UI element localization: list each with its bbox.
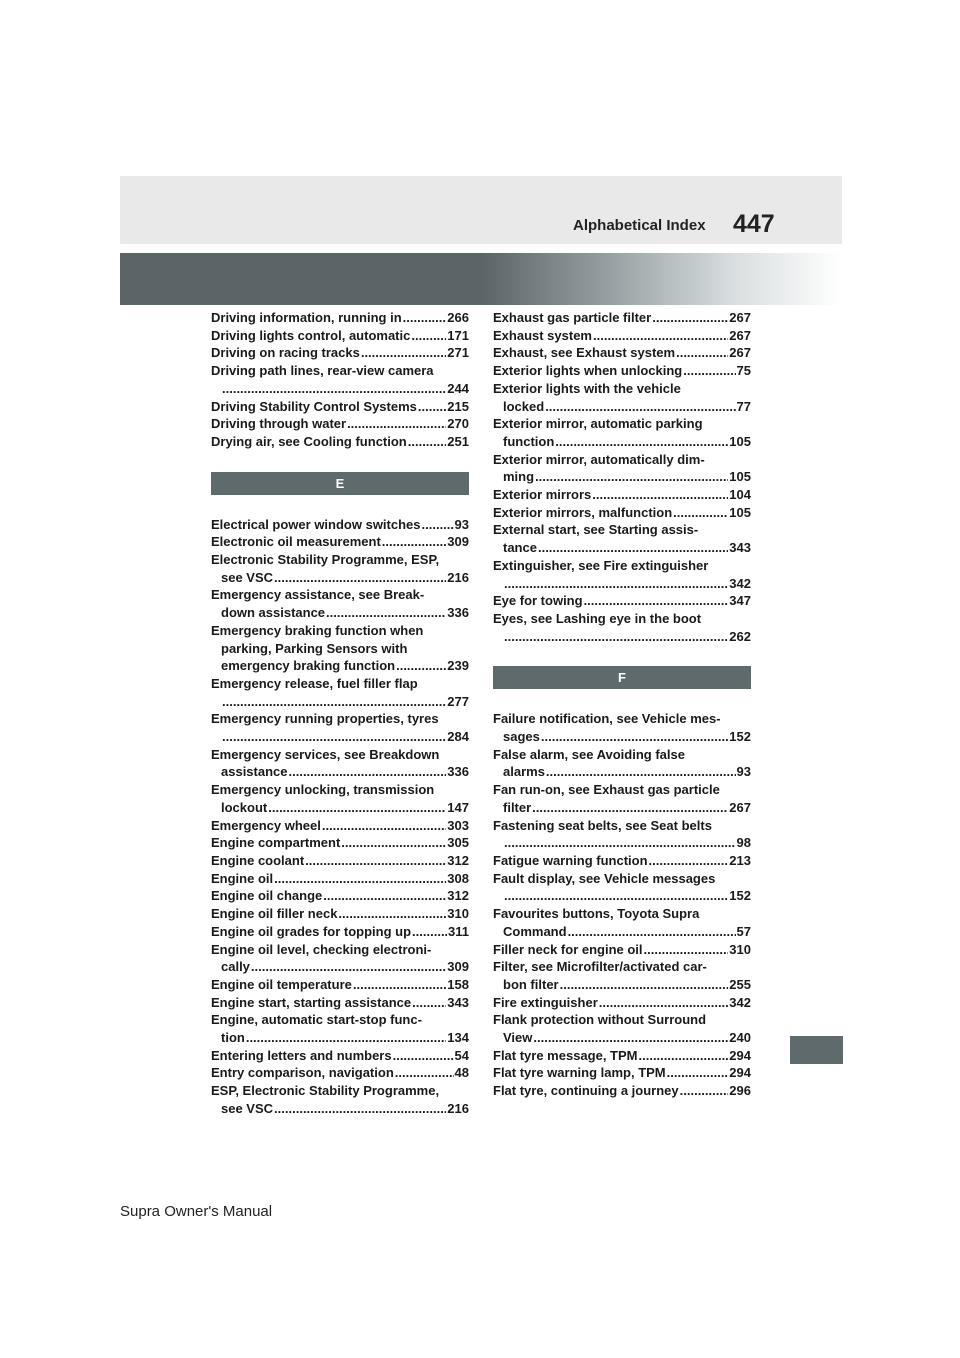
dot-leader (246, 1029, 446, 1047)
dot-leader (326, 604, 446, 622)
index-entry (493, 781, 751, 816)
entry-text: Flat tyre message, TPM (493, 1047, 638, 1063)
dot-leader (593, 327, 728, 345)
entry-text: Flat tyre warning lamp, TPM (493, 1065, 666, 1081)
dot-leader (411, 327, 446, 345)
entry-page-number: 347 (729, 593, 751, 609)
entry-page-number: 152 (729, 888, 751, 904)
entry-page-number: 240 (729, 1030, 751, 1046)
index-entry (211, 362, 469, 397)
entry-text: Engine oil grades for topping up (211, 923, 412, 939)
index-entry (493, 1064, 751, 1082)
dot-leader (382, 533, 447, 551)
entry-list (493, 309, 751, 645)
entry-text: Entering letters and numbers (211, 1047, 392, 1063)
entry-text: Exhaust gas particle filter (493, 310, 652, 325)
index-entry (493, 557, 751, 592)
dot-leader (683, 362, 735, 380)
entry-text: False alarm, see Avoiding false (493, 746, 685, 762)
entry-text: Exterior mirrors, malfunction (493, 504, 673, 520)
entry-page-number: 216 (447, 1100, 469, 1116)
entry-text: Engine oil (211, 870, 274, 886)
index-entry (493, 870, 751, 905)
entry-list (493, 710, 751, 1099)
index-entry (211, 834, 469, 852)
dot-leader (592, 486, 728, 504)
entry-text: Emergency release, fuel filler flap (211, 675, 418, 691)
dot-leader (639, 1047, 729, 1065)
entry-text: Drying air, see Cooling function (211, 433, 407, 449)
entry-page-number: 294 (729, 1047, 751, 1063)
index-entry (211, 622, 469, 675)
entry-page-number: 309 (447, 959, 469, 975)
index-entry (211, 586, 469, 621)
entry-text: Emergency unlocking, transmission (211, 782, 435, 798)
dot-leader (644, 941, 729, 959)
entry-page-number: 266 (447, 310, 469, 325)
entry-page-number: 255 (729, 976, 751, 992)
entry-page-number: 305 (447, 835, 469, 851)
index-entry (211, 415, 469, 433)
entry-page-number: 75 (736, 363, 751, 379)
entry-page-number: 303 (447, 817, 469, 833)
entry-text: Failure notification, see Vehicle mes- (493, 711, 721, 727)
index-entry (493, 309, 751, 327)
entry-text: sages (503, 729, 540, 745)
index-entry (493, 592, 751, 610)
entry-page-number: 342 (729, 994, 751, 1010)
entry-text: Flank protection without Surround (493, 1012, 707, 1028)
entry-page-number: 171 (447, 327, 469, 343)
index-entry (493, 905, 751, 940)
index-entry (211, 905, 469, 923)
entry-page-number: 105 (729, 433, 751, 449)
index-entry (211, 516, 469, 534)
dot-leader (541, 728, 728, 746)
entry-text: Fault display, see Vehicle messages (493, 870, 716, 886)
entry-text: Driving Stability Control Systems (211, 398, 417, 414)
entry-page-number: 93 (736, 764, 751, 780)
index-entry (211, 746, 469, 781)
index-entry (211, 994, 469, 1012)
entry-text: bon filter (503, 976, 559, 992)
entry-text: Exterior mirror, automatic parking (493, 416, 703, 432)
index-entry (211, 309, 469, 327)
dot-leader (347, 415, 446, 433)
entry-page-number: 296 (729, 1083, 751, 1099)
entry-text: Command (503, 923, 567, 939)
entry-text: Engine compartment (211, 835, 341, 851)
index-entry (493, 746, 751, 781)
entry-text: Exterior mirrors (493, 487, 592, 503)
index-entry (211, 887, 469, 905)
entry-text: External start, see Starting assis- (493, 522, 699, 538)
dot-leader (395, 1064, 454, 1082)
index-entry (211, 533, 469, 551)
section-header-e: E (211, 472, 469, 495)
entry-page-number: 134 (447, 1030, 469, 1046)
dot-leader (555, 433, 728, 451)
entry-page-number: 244 (447, 380, 469, 396)
entry-text: emergency braking function (221, 658, 396, 674)
entry-text: Fastening seat belts, see Seat belts (493, 817, 712, 833)
index-entry (211, 817, 469, 835)
dot-leader (680, 1082, 729, 1100)
entry-text: Electronic Stability Programme, ESP, (211, 552, 440, 568)
dot-leader (393, 1047, 454, 1065)
entry-text: Favourites buttons, Toyota Supra (493, 906, 700, 922)
entry-text: cally (221, 959, 250, 975)
page-title: Alphabetical Index (573, 217, 706, 234)
entry-page-number: 77 (736, 398, 751, 414)
entry-text: Eye for towing (493, 593, 583, 609)
entry-text: Eyes, see Lashing eye in the boot (493, 610, 702, 626)
index-entry (493, 451, 751, 486)
entry-text: filter (503, 799, 532, 815)
index-entry (211, 923, 469, 941)
index-entry (493, 852, 751, 870)
index-entry (211, 344, 469, 362)
entry-page-number: 312 (447, 888, 469, 904)
dot-leader (568, 923, 736, 941)
entry-text: Engine coolant (211, 852, 305, 868)
index-entry (493, 486, 751, 504)
entry-page-number: 343 (729, 540, 751, 556)
entry-page-number: 309 (447, 534, 469, 550)
index-entry (493, 344, 751, 362)
index-entry (493, 958, 751, 993)
dot-leader (504, 887, 728, 905)
entry-page-number: 93 (454, 516, 469, 532)
entry-text: Engine oil change (211, 888, 323, 904)
dot-leader (222, 728, 446, 746)
entry-text: function (503, 433, 555, 449)
index-entry (211, 433, 469, 451)
entry-page-number: 336 (447, 605, 469, 621)
dot-leader (652, 309, 728, 327)
entry-page-number: 105 (729, 504, 751, 520)
chapter-tab-marker (790, 1036, 843, 1064)
entry-page-number: 270 (447, 416, 469, 432)
entry-text: Fan run-on, see Exhaust gas particle (493, 782, 720, 798)
entry-page-number: 271 (447, 345, 469, 361)
index-entry (493, 941, 751, 959)
entry-text: Driving through water (211, 416, 347, 432)
entry-text: Extinguisher, see Fire extinguisher (493, 557, 709, 573)
entry-text: Emergency services, see Breakdown (211, 746, 440, 762)
dot-leader (361, 344, 446, 362)
index-entry (493, 1047, 751, 1065)
entry-page-number: 105 (729, 469, 751, 485)
entry-page-number: 267 (729, 799, 751, 815)
dot-leader (535, 468, 728, 486)
dot-leader (323, 887, 446, 905)
entry-text: Emergency braking function when (211, 622, 424, 638)
dot-leader (546, 763, 736, 781)
entry-text: Exterior mirror, automatically dim- (493, 451, 705, 467)
entry-text: tion (221, 1030, 245, 1046)
entry-text: Exterior lights when unlocking (493, 363, 683, 379)
dot-leader (412, 923, 447, 941)
entry-text: Flat tyre, continuing a journey (493, 1083, 679, 1099)
entry-page-number: 312 (447, 852, 469, 868)
dot-leader (274, 870, 446, 888)
entry-page-number: 336 (447, 764, 469, 780)
entry-page-number: 57 (736, 923, 751, 939)
index-entry (493, 1011, 751, 1046)
footer-text: Supra Owner's Manual (120, 1203, 273, 1220)
entry-text: Exhaust, see Exhaust system (493, 345, 676, 361)
entry-text: Filter, see Microfilter/activated car- (493, 959, 707, 975)
entry-page-number: 343 (447, 994, 469, 1010)
entry-page-number: 104 (729, 487, 751, 503)
dot-leader (673, 504, 728, 522)
entry-text: tance (503, 540, 537, 556)
index-entry (211, 1047, 469, 1065)
dot-leader (676, 344, 728, 362)
entry-text: Driving lights control, automatic (211, 327, 411, 343)
dot-leader (341, 834, 446, 852)
entry-page-number: 262 (729, 628, 751, 644)
dot-leader (649, 852, 729, 870)
entry-text: locked (503, 398, 545, 414)
dot-leader (396, 657, 446, 675)
entry-page-number: 310 (729, 941, 751, 957)
index-entry (493, 994, 751, 1012)
entry-text: Filler neck for engine oil (493, 941, 643, 957)
entry-text: Emergency assistance, see Break- (211, 587, 425, 603)
dot-leader (538, 539, 728, 557)
dot-leader (599, 994, 729, 1012)
dot-leader (222, 380, 446, 398)
entry-text: Driving information, running in (211, 310, 402, 325)
entry-page-number: 310 (447, 906, 469, 922)
dot-leader (504, 628, 728, 646)
entry-list (211, 516, 469, 1118)
dot-leader (322, 817, 446, 835)
entry-page-number: 267 (729, 345, 751, 361)
entry-text: ESP, Electronic Stability Programme, (211, 1083, 440, 1099)
entry-page-number: 239 (447, 658, 469, 674)
entry-text: Exhaust system (493, 327, 592, 343)
entry-page-number: 48 (454, 1065, 469, 1081)
dot-leader (533, 1029, 728, 1047)
entry-text: Exterior lights with the vehicle (493, 380, 681, 396)
entry-text: Driving on racing tracks (211, 345, 360, 361)
entry-text: ming (503, 469, 535, 485)
index-entry (211, 327, 469, 345)
dot-leader (268, 799, 446, 817)
entry-page-number: 277 (447, 693, 469, 709)
index-entry (493, 817, 751, 852)
index-entry (211, 551, 469, 586)
entry-page-number: 251 (447, 433, 469, 449)
index-entry (211, 781, 469, 816)
index-entry (493, 521, 751, 556)
entry-text: Engine oil level, checking electroni- (211, 941, 432, 957)
entry-text: Emergency wheel (211, 817, 321, 833)
index-entry (493, 610, 751, 645)
entry-page-number: 342 (729, 575, 751, 591)
entry-text: Engine, automatic start-stop func- (211, 1012, 422, 1028)
entry-text: Driving path lines, rear-view camera (211, 363, 434, 379)
entry-page-number: 267 (729, 327, 751, 343)
dot-leader (560, 976, 729, 994)
dot-leader (422, 516, 454, 534)
dot-leader (667, 1064, 729, 1082)
index-entry (211, 1011, 469, 1046)
dot-leader (504, 575, 728, 593)
dot-leader (504, 834, 736, 852)
entry-text: Electrical power window switches (211, 516, 421, 532)
index-entry (211, 1064, 469, 1082)
header-gradient-band (120, 253, 842, 305)
dot-leader (353, 976, 446, 994)
entry-text: Engine oil temperature (211, 976, 352, 992)
entry-text: lockout (221, 799, 268, 815)
dot-leader (418, 398, 446, 416)
entry-text: see VSC (221, 569, 274, 585)
entry-text: alarms (503, 764, 545, 780)
entry-text: parking, Parking Sensors with (221, 640, 408, 656)
index-entry (211, 710, 469, 745)
index-entry (493, 504, 751, 522)
index-entry (211, 941, 469, 976)
entry-text: Fatigue warning function (493, 852, 648, 868)
dot-leader (584, 592, 729, 610)
entry-text: Fire extinguisher (493, 994, 598, 1010)
dot-leader (289, 763, 447, 781)
entry-text: Engine start, starting assistance (211, 994, 412, 1010)
dot-leader (338, 905, 446, 923)
dot-leader (251, 958, 446, 976)
section-header-f: F (493, 666, 751, 689)
entry-page-number: 54 (454, 1047, 469, 1063)
entry-page-number: 284 (447, 729, 469, 745)
dot-leader (222, 693, 446, 711)
index-entry (493, 327, 751, 345)
index-entry (211, 976, 469, 994)
index-column-right (493, 309, 751, 1100)
index-entry (493, 362, 751, 380)
dot-leader (305, 852, 446, 870)
page-number: 447 (733, 210, 775, 238)
index-entry (493, 710, 751, 745)
entry-page-number: 152 (729, 729, 751, 745)
entry-text: down assistance (221, 605, 326, 621)
dot-leader (545, 398, 735, 416)
entry-page-number: 267 (729, 310, 751, 325)
entry-text: Entry comparison, navigation (211, 1065, 394, 1081)
entry-page-number: 215 (447, 398, 469, 414)
entry-text: assistance (221, 764, 288, 780)
dot-leader (412, 994, 446, 1012)
entry-page-number: 311 (448, 923, 469, 939)
index-entry (493, 380, 751, 415)
dot-leader (274, 1100, 446, 1118)
dot-leader (408, 433, 447, 451)
index-entry (211, 870, 469, 888)
entry-page-number: 294 (729, 1065, 751, 1081)
dot-leader (532, 799, 728, 817)
entry-page-number: 147 (447, 799, 469, 815)
index-entry (211, 1082, 469, 1117)
dot-leader (403, 309, 447, 327)
dot-leader (274, 569, 446, 587)
entry-page-number: 158 (447, 976, 469, 992)
entry-page-number: 98 (736, 835, 751, 851)
entry-text: see VSC (221, 1100, 274, 1116)
entry-text: View (503, 1030, 533, 1046)
entry-text: Emergency running properties, tyres (211, 711, 439, 727)
index-entry (211, 398, 469, 416)
index-entry (493, 1082, 751, 1100)
entry-page-number: 216 (447, 569, 469, 585)
index-column-left (211, 309, 469, 1118)
index-entry (211, 675, 469, 710)
index-entry (493, 415, 751, 450)
index-entry (211, 852, 469, 870)
entry-page-number: 308 (447, 870, 469, 886)
entry-page-number: 213 (729, 852, 751, 868)
entry-text: Electronic oil measurement (211, 534, 381, 550)
entry-list (211, 309, 469, 451)
entry-text: Engine oil filler neck (211, 906, 338, 922)
